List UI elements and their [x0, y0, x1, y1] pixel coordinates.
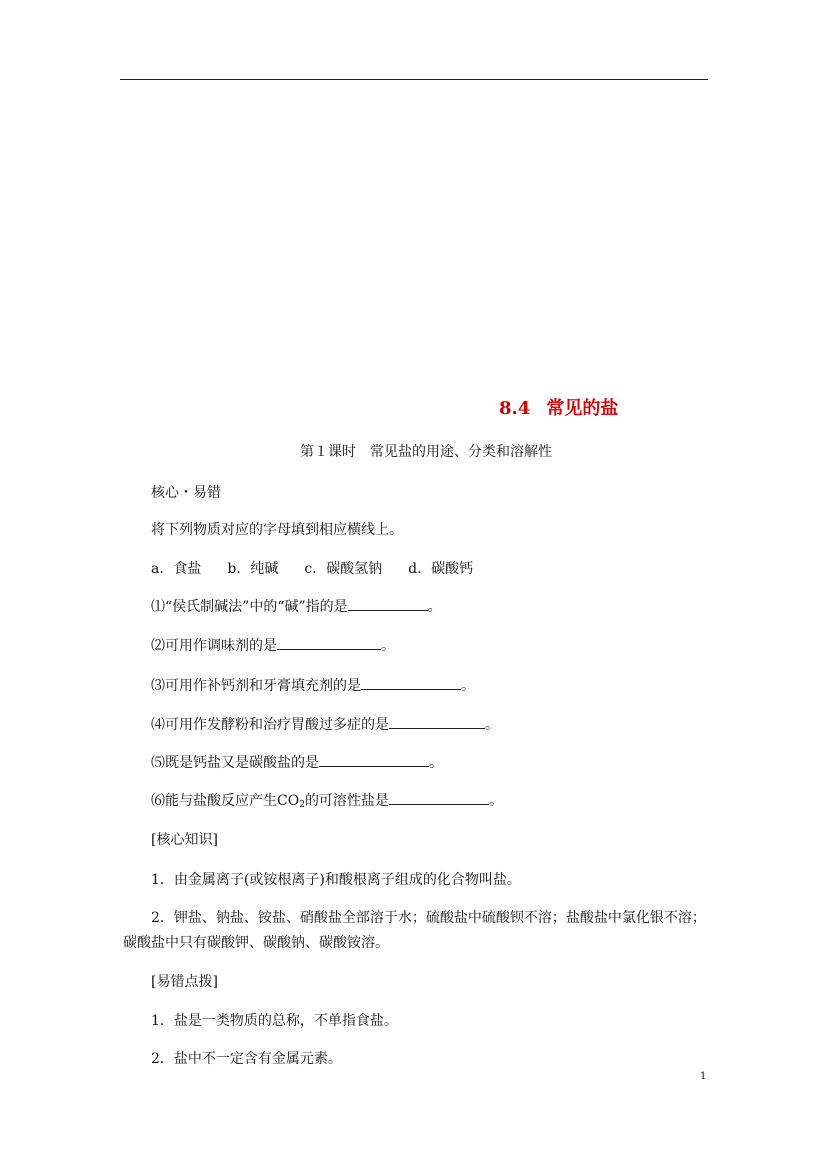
- page-title: [499, 394, 618, 420]
- tip-item-2: 2．盐中不一定含有金属元素。: [151, 1051, 342, 1067]
- question-3: [151, 677, 475, 695]
- question-6-text: ⑹能与盐酸反应产生: [151, 793, 277, 809]
- tip-item-1: 1．盐是一类物质的总称，不单指食盐。: [151, 1013, 398, 1029]
- title-text: 常见的盐: [546, 398, 619, 419]
- question-1: [151, 598, 442, 616]
- option-d: d．碳酸钙: [408, 561, 474, 577]
- question-4: [151, 716, 499, 734]
- question-6: [151, 792, 503, 810]
- section-core-heading: 核心・易错: [151, 485, 221, 501]
- period: 。: [429, 755, 443, 771]
- tips-heading: [易错点拨]: [151, 974, 218, 990]
- question-3-text: ⑶可用作补钙剂和牙膏填充剂的是: [151, 678, 361, 694]
- knowledge-item-1: 1．由金属离子(或铵根离子)和酸根离子组成的化合物叫盐。: [151, 872, 521, 888]
- answer-blank-1[interactable]: [348, 598, 428, 611]
- question-2: [151, 637, 395, 655]
- answer-blank-5[interactable]: [319, 754, 429, 767]
- option-c: c．碳酸氢钠: [304, 561, 383, 577]
- page-number: 1: [700, 1071, 707, 1082]
- answer-blank-6[interactable]: [389, 792, 489, 805]
- answer-blank-3[interactable]: [361, 677, 461, 690]
- question-5: [151, 754, 443, 772]
- answer-blank-2[interactable]: [277, 637, 381, 650]
- period: 。: [461, 678, 475, 694]
- question-6-tail: 的可溶性盐是: [304, 793, 389, 809]
- option-b: b．纯碱: [227, 561, 279, 577]
- period: 。: [488, 793, 503, 809]
- period: 。: [485, 717, 499, 733]
- title-number: 8.4: [499, 398, 531, 419]
- knowledge-heading: [核心知识]: [151, 832, 218, 848]
- lesson-subtitle: 第１课时 常见盐的用途、分类和溶解性: [300, 444, 552, 460]
- question-1-text: ⑴“侯氏制碱法”中的“碱”指的是: [151, 599, 348, 615]
- period: 。: [427, 599, 442, 615]
- answer-blank-4[interactable]: [389, 716, 485, 729]
- options-row: [151, 560, 473, 578]
- knowledge-item-2: 2．钾盐、钠盐、铵盐、硝酸盐全部溶于水；硫酸盐中硫酸钡不溶；盐酸盐中氯化银不溶；碳酸盐中只有碳酸钾、碳酸钠、碳酸铵溶。: [123, 910, 706, 951]
- formula-co: CO: [277, 793, 300, 809]
- question-5-text: ⑸既是钙盐又是碳酸盐的是: [151, 755, 319, 771]
- formula-subscript: 2: [299, 800, 305, 810]
- question-2-text: ⑵可用作调味剂的是: [151, 638, 277, 654]
- header-rule: [120, 79, 708, 80]
- period: 。: [381, 638, 395, 654]
- instruction-text: 将下列物质对应的字母填到相应横线上。: [151, 522, 403, 538]
- question-4-text: ⑷可用作发酵粉和治疗胃酸过多症的是: [151, 717, 389, 733]
- option-a: a．食盐: [151, 561, 202, 577]
